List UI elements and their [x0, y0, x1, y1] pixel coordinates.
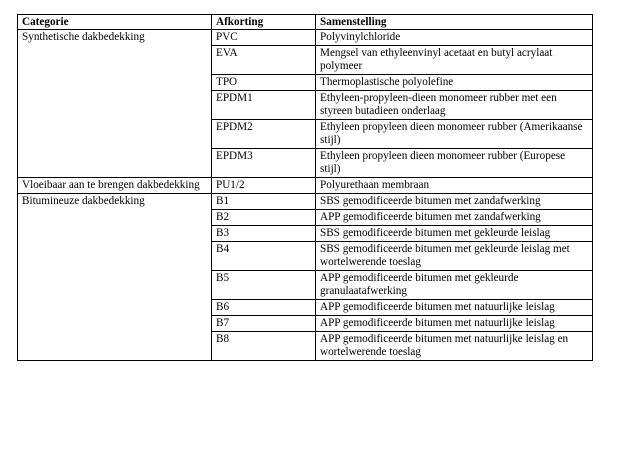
abbreviation-cell: B3 [212, 226, 316, 242]
abbreviation-cell: B1 [212, 194, 316, 210]
abbreviation-cell: B8 [212, 332, 316, 361]
table-row [18, 178, 593, 194]
composition-cell: SBS gemodificeerde bitumen met zandafwerking [316, 194, 593, 210]
table-row [18, 30, 593, 46]
composition-cell: APP gemodificeerde bitumen met gekleurde granulaatafwerking [316, 271, 593, 300]
header-composition: Samenstelling [316, 15, 593, 30]
abbreviation-cell: B7 [212, 316, 316, 332]
abbreviation-cell: EPDM1 [212, 91, 316, 120]
abbreviation-cell: B2 [212, 210, 316, 226]
roofing-types-table [17, 14, 593, 361]
header-category: Categorie [18, 15, 212, 30]
composition-cell: SBS gemodificeerde bitumen met gekleurde leislag met wortelwerende toeslag [316, 242, 593, 271]
composition-cell: Ethyleen propyleen dieen monomeer rubber (Amerikaanse stijl) [316, 120, 593, 149]
composition-cell: APP gemodificeerde bitumen met zandafwerking [316, 210, 593, 226]
abbreviation-cell: PU1/2 [212, 178, 316, 194]
category-cell: Vloeibaar aan te brengen dakbedekking [18, 178, 212, 194]
abbreviation-cell: B6 [212, 300, 316, 316]
header-abbreviation: Afkorting [212, 15, 316, 30]
abbreviation-cell: PVC [212, 30, 316, 46]
abbreviation-cell: EVA [212, 46, 316, 75]
composition-cell: Thermoplastische polyolefine [316, 75, 593, 91]
composition-cell: APP gemodificeerde bitumen met natuurlijke leislag [316, 316, 593, 332]
abbreviation-cell: TPO [212, 75, 316, 91]
composition-cell: Polyvinylchloride [316, 30, 593, 46]
composition-cell: Ethyleen propyleen dieen monomeer rubber (Europese stijl) [316, 149, 593, 178]
composition-cell: APP gemodificeerde bitumen met natuurlijke leislag [316, 300, 593, 316]
table-row [18, 194, 593, 210]
table-header [18, 15, 593, 30]
composition-cell: Mengsel van ethyleenvinyl acetaat en butyl acrylaat polymeer [316, 46, 593, 75]
table-body [18, 30, 593, 361]
header-row [18, 15, 593, 30]
composition-cell: Polyurethaan membraan [316, 178, 593, 194]
composition-cell: Ethyleen-propyleen-dieen monomeer rubber met een styreen butadieen onderlaag [316, 91, 593, 120]
abbreviation-cell: B4 [212, 242, 316, 271]
composition-cell: APP gemodificeerde bitumen met natuurlijke leislag en wortelwerende toeslag [316, 332, 593, 361]
abbreviation-cell: B5 [212, 271, 316, 300]
composition-cell: SBS gemodificeerde bitumen met gekleurde leislag [316, 226, 593, 242]
category-cell: Bitumineuze dakbedekking [18, 194, 212, 361]
abbreviation-cell: EPDM3 [212, 149, 316, 178]
abbreviation-cell: EPDM2 [212, 120, 316, 149]
category-cell: Synthetische dakbedekking [18, 30, 212, 178]
